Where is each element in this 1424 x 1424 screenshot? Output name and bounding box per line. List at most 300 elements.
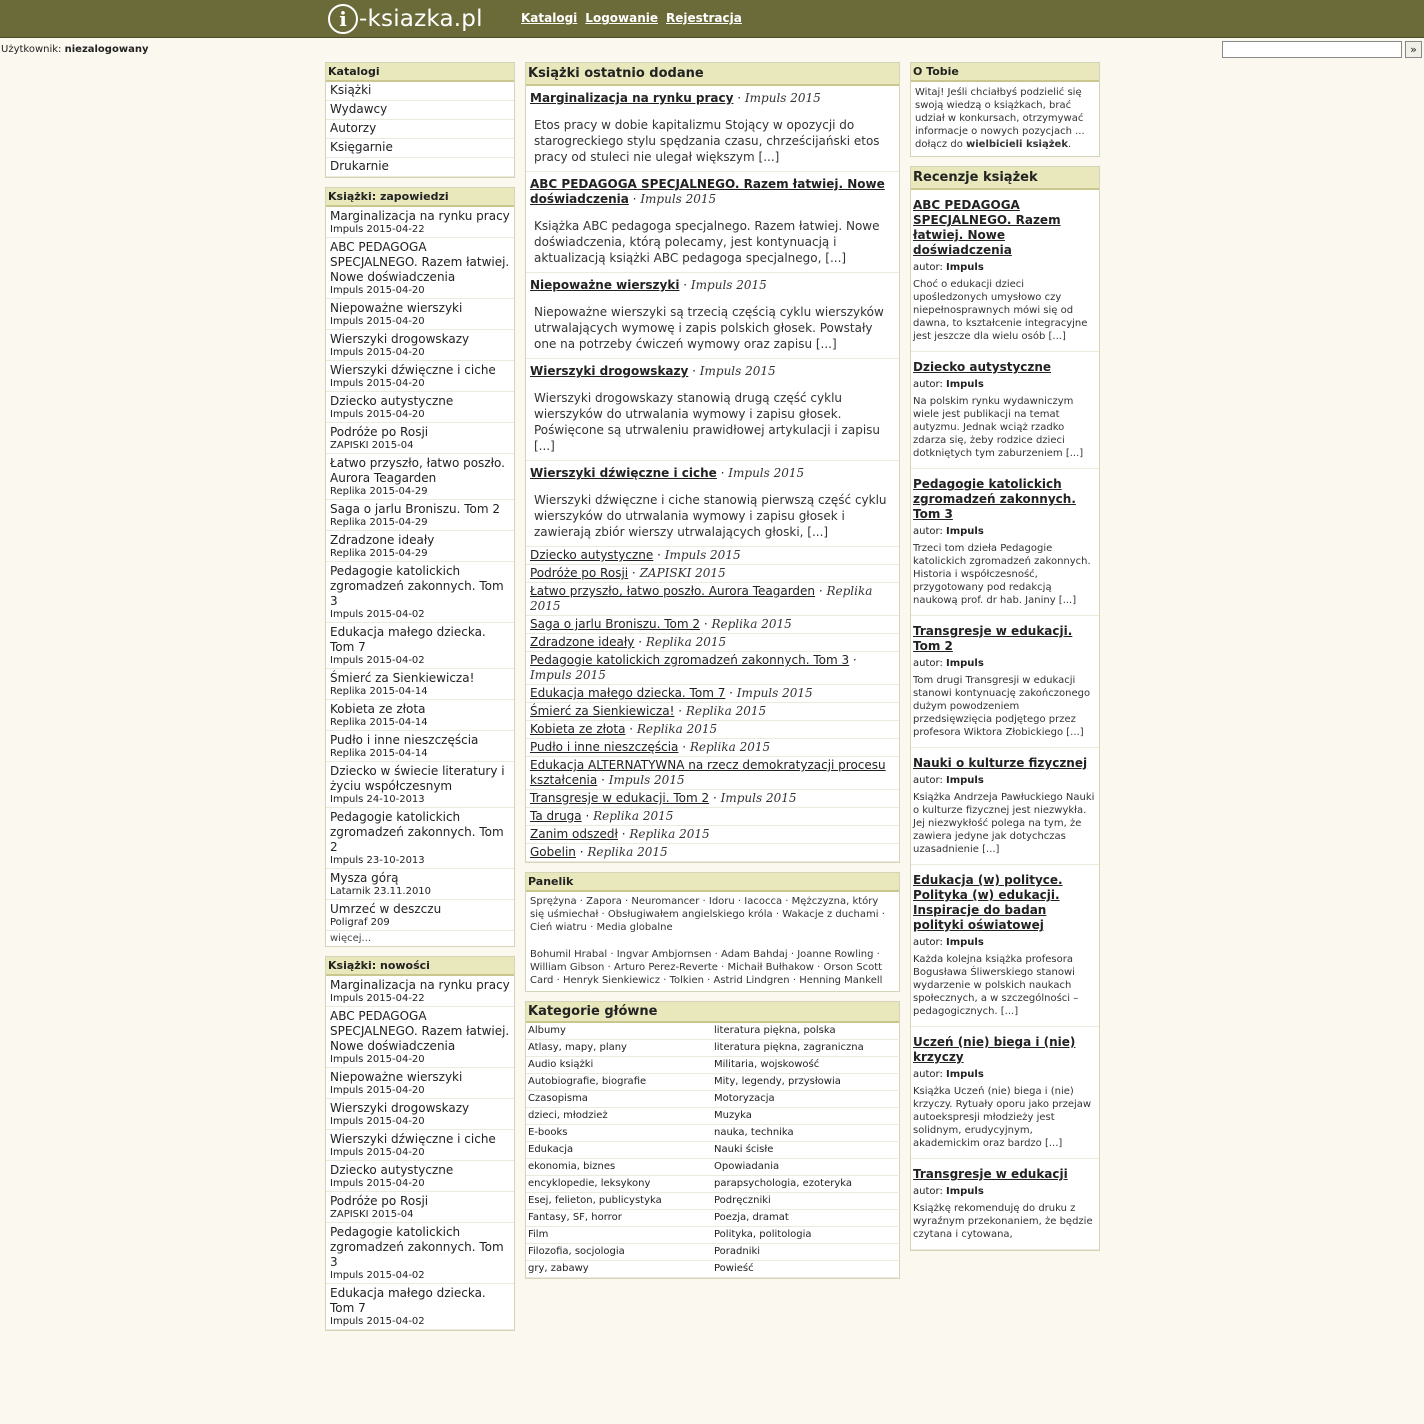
book-meta: Impuls 2015-04-22 [330,993,425,1004]
featured-heading: ABC PEDAGOGA SPECJALNEGO. Razem łatwiej. Nowe doświadczenia · Impuls 2015 [530,177,885,206]
review-item [911,469,1099,616]
recent-publisher: Impuls 2015 [736,686,813,700]
book-meta: Impuls 2015-04-20 [330,1178,425,1189]
book-item[interactable] [326,1192,514,1223]
book-title[interactable]: Marginalizacja na rynku pracy [330,209,510,223]
review-text: Tom drugi Transgresji w edukacji stanowi kontynuację zakończonego dużym powodzeniem przedsięwzięcia podjętego przez profesora Wiktora Złobickiego [...] [913,675,1091,738]
category-link[interactable]: literatura piękna, zagraniczna [712,1040,898,1057]
book-item[interactable] [326,531,514,562]
recent-publisher: Impuls 2015 [664,548,741,562]
review-heading [913,198,1097,258]
nav-rejestracja[interactable]: Rejestracja [666,11,742,25]
book-title[interactable]: Mysza górą [330,871,399,885]
about-link[interactable]: wielbicieli książek [966,139,1068,150]
book-meta: Impuls 2015-04-20 [330,378,425,389]
recent-publisher: Replika 2015 [685,704,767,718]
panel-titles: Sprężyna · Zapora · Neuromancer · Idoru · Iacocca · Mężczyzna, który się uśmiechał · Obsługiwałem angielskiego króla · Wakacje z duchami · Cień wiatru · Media globalne [530,896,885,933]
book-item[interactable] [326,238,514,299]
recent-title-link[interactable]: Pudło i inne nieszczęścia [530,740,679,754]
book-meta: Impuls 2015-04-02 [330,1270,425,1281]
announced-title: Książki: zapowiedzi [326,188,514,207]
book-meta: ZAPISKI 2015-04 [330,1209,414,1220]
category-link[interactable]: Polityka, politologia [712,1227,898,1244]
panel-authors: Bohumil Hrabal · Ingvar Ambjornsen · Adam Bahdaj · Joanne Rowling · William Gibson · Arturo Perez-Reverte · Michaił Bułhakow · Orson Scott Card · Henryk Sienkiewicz · Tolkien · Astrid Lindgren · Henning Mankell [530,949,883,986]
recent-book: Zanim odszedł · Replika 2015 [526,826,899,844]
author-name: Impuls [946,1186,984,1197]
category-link[interactable]: Edukacja [526,1142,712,1159]
category-link[interactable]: Powieść [712,1261,898,1278]
author-label: autor: [913,658,943,669]
review-author [913,1186,1097,1197]
category-link[interactable]: Autobiografie, biografie [526,1074,712,1091]
announced-box [325,187,515,947]
panel-link[interactable]: Iacocca [744,896,783,907]
book-item[interactable] [326,562,514,623]
book-title[interactable]: ABC PEDAGOGA SPECJALNEGO. Razem łatwiej. Nowe doświadczenia [330,1009,510,1053]
about-text: Witaj! Jeśli chciałbyś podzielić się swoją wiedzą o książkach, brać udział w konkursach, otrzymywać informacje o nowych pozycjach ... dołącz do wielbicieli książek. [915,87,1085,150]
panel-link[interactable]: Astrid Lindgren [713,975,790,986]
review-title-link[interactable]: Edukacja (w) polityce. Polityka (w) edukacji. Inspiracje do badan polityki oświatowej [913,873,1063,932]
author-label: autor: [913,1069,943,1080]
catalog-item[interactable]: Wydawcy [326,101,514,120]
new-books-list [326,976,514,1330]
book-meta: Latarnik 23.11.2010 [330,886,432,897]
book-item[interactable] [326,976,514,1007]
category-link[interactable]: Poradniki [712,1244,898,1261]
category-link[interactable]: Fantasy, SF, horror [526,1210,712,1227]
review-heading [913,360,1097,375]
book-meta: Impuls 2015-04-20 [330,409,425,420]
nav-katalogi[interactable]: Katalogi [521,11,578,25]
catalog-item[interactable]: Księgarnie [326,139,514,158]
recent-title-link[interactable]: Zanim odszedł [530,827,618,841]
recent-book: Zdradzone ideały · Replika 2015 [526,634,899,652]
book-item[interactable] [326,808,514,869]
book-title[interactable]: Saga o jarlu Broniszu. Tom 2 [330,502,501,516]
author-label: autor: [913,937,943,948]
category-link[interactable]: Audio książki [526,1057,712,1074]
catalog-item[interactable]: Książki [326,82,514,101]
right-column [910,62,1100,1260]
book-meta: Impuls 2015-04-02 [330,1316,425,1327]
book-meta: Impuls 2015-04-20 [330,1054,425,1065]
panel-title: Panelik [526,873,899,892]
book-item[interactable] [326,1068,514,1099]
book-meta: Replika 2015-04-14 [330,686,428,697]
review-title-link[interactable]: Pedagogie katolickich zgromadzeń zakonnych. Tom 3 [913,477,1076,521]
user-label: Użytkownik: [1,44,62,55]
logo-text: -ksiazka.pl [359,6,483,32]
review-title-link[interactable]: Dziecko autystyczne [913,360,1052,374]
category-link[interactable]: E-books [526,1125,712,1142]
featured-description: Wierszyki drogowskazy stanowią drugą część cyklu wierszyków do utrwalania wymowy i zapisu głosek. Poświęcone są utrwaleniu prawidłowej artykulacji i zapisu [...] [534,391,881,453]
book-item[interactable] [326,623,514,669]
reviews-title: Recenzje książek [911,167,1099,190]
book-item[interactable] [326,1099,514,1130]
author-name: Impuls [946,526,984,537]
book-title[interactable]: Pudło i inne nieszczęścia [330,733,479,747]
book-meta: Impuls 2015-04-02 [330,655,425,666]
book-item[interactable] [326,207,514,238]
review-title-link[interactable]: Transgresje w edukacji. Tom 2 [913,624,1073,653]
category-link[interactable]: Podręczniki [712,1193,898,1210]
review-item [911,1159,1099,1250]
category-link[interactable]: Militaria, wojskowość [712,1057,898,1074]
recent-title-link[interactable]: Dziecko autystyczne [530,548,654,562]
recent-publisher: ZAPISKI 2015 [639,566,726,580]
search-button[interactable]: » [1405,41,1422,58]
recent-title-link[interactable]: Transgresje w edukacji. Tom 2 [530,791,710,805]
recent-book: Transgresje w edukacji. Tom 2 · Impuls 2015 [526,790,899,808]
book-item[interactable] [326,1284,514,1330]
review-text: Książka Uczeń (nie) biega i (nie) krzyczy. Rytuały oporu jako przejaw autoekspresji młodzieży jest solidnym, erudycyjnym, akademickim oraz bardzo [...] [913,1086,1092,1149]
author-label: autor: [913,1186,943,1197]
category-link[interactable]: Muzyka [712,1108,898,1125]
review-heading [913,873,1097,933]
recent-title: Książki ostatnio dodane [526,63,899,86]
review-author [913,526,1097,537]
featured-heading: Wierszyki drogowskazy · Impuls 2015 [530,364,776,378]
book-title[interactable]: Dziecko w świecie literatury i życiu współczesnym [330,764,505,793]
book-meta: Replika 2015-04-14 [330,717,428,728]
book-meta: Impuls 2015-04-20 [330,316,425,327]
book-meta: Impuls 2015-04-22 [330,224,425,235]
recent-publisher: Replika 2015 [587,845,668,859]
review-text: Trzeci tom dzieła Pedagogie katolickich zgromadzeń zakonnych. Historia i współczesność, przygotowany pod redakcją naukową prof. dr hab. Janiny [...] [913,543,1091,606]
category-link[interactable]: Motoryzacja [712,1091,898,1108]
panel-box [525,872,900,992]
book-title[interactable]: Umrzeć w deszczu [330,902,442,916]
recent-publisher: Impuls 2015 [720,791,797,805]
author-label: autor: [913,526,943,537]
featured-description: Niepoważne wierszyki są trzecią częścią cyklu wierszyków utrwalających wymowę i zapis polskich głosek. Powstały one na potrzeby ćwiczeń wymowy oraz zapisu [...] [534,305,884,351]
panel-link[interactable]: Ingvar Ambjornsen [616,949,712,960]
book-item[interactable] [326,731,514,762]
recent-title-link[interactable]: Saga o jarlu Broniszu. Tom 2 [530,617,701,631]
book-title[interactable]: Podróże po Rosji [330,425,429,439]
review-author [913,1069,1097,1080]
featured-book [526,172,899,273]
book-item[interactable] [326,330,514,361]
review-item [911,190,1099,352]
recent-publisher: Replika 2015 [530,584,873,613]
catalogs-box [325,62,515,178]
panel-link[interactable]: Adam Bahdaj [721,949,788,960]
recent-title-link[interactable]: Podróże po Rosji [530,566,629,580]
category-link[interactable]: dzieci, młodzież [526,1108,712,1125]
recent-publisher: Replika 2015 [645,635,727,649]
categories-grid [526,1023,899,1278]
review-item [911,748,1099,865]
book-item[interactable] [326,869,514,900]
nav-logowanie[interactable]: Logowanie [585,11,658,25]
review-heading [913,477,1097,522]
category-link[interactable]: Poezja, dramat [712,1210,898,1227]
categories-box [525,1001,900,1279]
panel-link[interactable]: Wakacje z duchami [782,909,879,920]
panel-link[interactable]: Orson Scott Card [530,962,883,986]
book-item[interactable] [326,669,514,700]
recent-publisher: Replika 2015 [629,827,710,841]
recent-title-link[interactable]: Pedagogie katolickich zgromadzeń zakonnych. Tom 3 [530,653,850,667]
catalogs-title: Katalogi [326,63,514,82]
recent-title-link[interactable]: Edukacja ALTERNATYWNA na rzecz demokratyzacji procesu kształcenia [530,758,886,787]
book-meta: Replika 2015-04-29 [330,548,428,559]
featured-book [526,86,899,172]
panel-link[interactable]: Media globalne [596,922,673,933]
info-icon: i [328,4,358,34]
featured-publisher: Impuls 2015 [640,192,717,206]
recent-book: Edukacja ALTERNATYWNA na rzecz demokratyzacji procesu kształcenia · Impuls 2015 [526,757,899,790]
author-name: Impuls [946,937,984,948]
book-meta: Impuls 24-10-2013 [330,794,425,805]
panel-link[interactable]: Idoru [708,896,735,907]
recent-publisher: Impuls 2015 [530,668,606,682]
book-meta: ZAPISKI 2015-04 [330,440,414,451]
recent-title-link[interactable]: Kobieta ze złota [530,722,626,736]
book-title[interactable]: Zdradzone ideały [330,533,435,547]
book-item[interactable] [326,423,514,454]
panel-link[interactable]: Sprężyna [530,896,577,907]
book-title[interactable]: Podróże po Rosji [330,1194,429,1208]
panel-link[interactable]: Neuromancer [631,896,700,907]
category-link[interactable]: Atlasy, mapy, plany [526,1040,712,1057]
book-item[interactable] [326,1130,514,1161]
catalogs-list [326,82,514,177]
category-link[interactable]: parapsychologia, ezoteryka [712,1176,898,1193]
catalog-item[interactable]: Autorzy [326,120,514,139]
book-meta: Impuls 2015-04-20 [330,285,425,296]
panel-link[interactable]: Henning Mankell [799,975,883,986]
author-label: autor: [913,379,943,390]
recent-book: Śmierć za Sienkiewicza! · Replika 2015 [526,703,899,721]
featured-title-link[interactable]: Wierszyki dźwięczne i ciche [530,466,717,480]
recent-book: Dziecko autystyczne · Impuls 2015 [526,547,899,565]
recent-book: Kobieta ze złota · Replika 2015 [526,721,899,739]
categories-title: Kategorie główne [526,1002,899,1023]
featured-heading: Wierszyki dźwięczne i ciche · Impuls 2015 [530,466,805,480]
featured-title-link[interactable]: Niepoważne wierszyki [530,278,680,292]
review-text: Każda kolejna książka profesora Bogusława Śliwerskiego stanowi wydarzenie w polskich naukach społecznych, a w szczególności – pedagogicznych. [...] [913,954,1079,1017]
book-item[interactable] [326,1007,514,1068]
announced-list [326,207,514,931]
review-text: Na polskim rynku wydawniczym wiele jest publikacji na temat autyzmu. Jednak wciąż rzadko zdarza się, żeby rodzice dzieci dotkniętych tym zaburzeniem [...] [913,396,1084,459]
category-link[interactable]: Nauki ścisłe [712,1142,898,1159]
recent-publisher: Replika 2015 [636,722,718,736]
book-title[interactable]: Marginalizacja na rynku pracy [330,978,510,992]
category-link[interactable]: Film [526,1227,712,1244]
book-item[interactable] [326,500,514,531]
author-label: autor: [913,775,943,786]
book-title[interactable]: Dziecko autystyczne [330,394,454,408]
book-meta: Impuls 2015-04-20 [330,1147,425,1158]
book-title[interactable]: Niepoważne wierszyki [330,301,463,315]
recent-book: Pudło i inne nieszczęścia · Replika 2015 [526,739,899,757]
review-title-link[interactable]: ABC PEDAGOGA SPECJALNEGO. Razem łatwiej. Nowe doświadczenia [913,198,1061,257]
recent-book: Pedagogie katolickich zgromadzeń zakonnych. Tom 3 · Impuls 2015 [526,652,899,685]
book-item[interactable] [326,1161,514,1192]
book-item[interactable] [326,900,514,931]
featured-description: Książka ABC pedagoga specjalnego. Razem łatwiej. Nowe doświadczenia, którą polecamy, jest kontynuacją i aktualizacją książki ABC pedagoga specjalnego, [...] [534,219,880,265]
panel-link[interactable]: Mężczyzna, który się uśmiechał [530,896,879,920]
category-link[interactable]: ekonomia, biznes [526,1159,712,1176]
about-title: O Tobie [911,63,1099,82]
book-title[interactable]: Kobieta ze złota [330,702,426,716]
recent-title-link[interactable]: Zdradzone ideały [530,635,635,649]
recent-box [525,62,900,863]
panel-link[interactable]: Tolkien [669,975,704,986]
featured-title-link[interactable]: Marginalizacja na rynku pracy [530,91,734,105]
panel-link[interactable]: Obsługiwałem angielskiego króla [607,909,773,920]
featured-title-link[interactable]: Wierszyki drogowskazy [530,364,689,378]
recent-title-link[interactable]: Śmierć za Sienkiewicza! [530,704,675,718]
catalog-item[interactable]: Drukarnie [326,158,514,177]
review-title-link[interactable]: Transgresje w edukacji [913,1167,1068,1181]
author-name: Impuls [946,658,984,669]
review-item [911,865,1099,1027]
recent-book: Gobelin · Replika 2015 [526,844,899,862]
review-text: Choć o edukacji dzieci upośledzonych umysłowo czy niepełnosprawnych mówi się od dawna, to kształcenie integracyjne jest jeszcze dla wielu osób [...] [913,279,1088,342]
author-name: Impuls [946,775,984,786]
featured-book [526,273,899,359]
featured-publisher: Impuls 2015 [699,364,776,378]
category-link[interactable]: literatura piękna, polska [712,1023,898,1040]
recent-publisher: Replika 2015 [593,809,674,823]
recent-title-link[interactable]: Gobelin [530,845,576,859]
book-meta: Replika 2015-04-29 [330,486,428,497]
book-title[interactable]: Wierszyki drogowskazy [330,1101,470,1115]
search-input[interactable] [1222,41,1402,58]
book-title[interactable]: Dziecko autystyczne [330,1163,454,1177]
featured-book [526,461,899,547]
more-link[interactable]: więcej... [330,933,372,944]
book-meta: Poligraf 209 [330,917,390,928]
panel-link[interactable]: William Gibson [530,962,605,973]
book-meta: Impuls 2015-04-20 [330,1085,425,1096]
author-label: autor: [913,262,943,273]
review-item [911,616,1099,748]
featured-book [526,359,899,461]
featured-description: Etos pracy w dobie kapitalizmu Stojący w opozycji do starogreckiego stylu spędzania czasu, chrześcijański etos pracy od stuleci nie ulegał większym [...] [534,118,880,164]
book-title[interactable]: Łatwo przyszło, łatwo poszło. Aurora Teagarden [330,456,505,485]
review-title-link[interactable]: Uczeń (nie) biega i (nie) krzyczy [913,1035,1076,1064]
user-status [1,44,148,55]
book-meta: Impuls 2015-04-20 [330,347,425,358]
category-link[interactable]: encyklopedie, leksykony [526,1176,712,1193]
category-link[interactable]: Mity, legendy, przysłowia [712,1074,898,1091]
recent-title-link[interactable]: Ta druga [530,809,582,823]
review-item [911,1027,1099,1159]
book-title[interactable]: Edukacja małego dziecka. Tom 7 [330,625,486,654]
author-name: Impuls [946,379,984,390]
featured-description: Wierszyki dźwięczne i ciche stanowią pierwszą część cyklu wierszyków do utrwalania wymowy i zapisu głosek i zawierają zbiór wierszy utrwalających głoski, [...] [534,493,887,539]
panel-link[interactable]: Bohumil Hrabal [530,949,608,960]
review-text: Książkę rekomenduję do druku z wyraźnym przekonaniem, że będzie czytana i cytowana, [913,1203,1093,1240]
review-heading [913,1167,1097,1182]
book-meta: Impuls 2015-04-20 [330,1116,425,1127]
category-link[interactable]: Esej, felieton, publicystyka [526,1193,712,1210]
book-title[interactable]: Pedagogie katolickich zgromadzeń zakonnych. Tom 2 [330,810,504,854]
site-logo[interactable] [328,3,483,35]
panel-link[interactable]: Arturo Perez-Reverte [613,962,718,973]
panel-link[interactable]: Henryk Sienkiewicz [562,975,661,986]
review-heading [913,624,1097,654]
category-link[interactable]: nauka, technika [712,1125,898,1142]
review-title-link[interactable]: Nauki o kulturze fizycznej [913,756,1088,770]
book-item[interactable] [326,361,514,392]
panel-link[interactable]: Michaił Bułhakow [727,962,814,973]
featured-title-link[interactable]: ABC PEDAGOGA SPECJALNEGO. Razem łatwiej. Nowe doświadczenia [530,177,885,206]
category-link[interactable]: gry, zabawy [526,1261,712,1278]
book-meta: Impuls 23-10-2013 [330,855,425,866]
book-title[interactable]: Wierszyki drogowskazy [330,332,470,346]
book-item[interactable] [326,700,514,731]
review-author [913,937,1097,948]
featured-publisher: Impuls 2015 [744,91,821,105]
recent-book: Ta druga · Replika 2015 [526,808,899,826]
panel-link[interactable]: Joanne Rowling [797,949,874,960]
recent-publisher: Impuls 2015 [608,773,685,787]
book-title[interactable]: Wierszyki dźwięczne i ciche [330,363,496,377]
category-link[interactable]: Czasopisma [526,1091,712,1108]
new-books-box [325,956,515,1331]
book-title[interactable]: ABC PEDAGOGA SPECJALNEGO. Razem łatwiej. Nowe doświadczenia [330,240,510,284]
reviews-box [910,166,1100,1251]
panel-link[interactable]: Zapora [586,896,622,907]
new-books-title: Książki: nowości [326,957,514,976]
book-title[interactable]: Pedagogie katolickich zgromadzeń zakonnych. Tom 3 [330,1225,504,1269]
center-column [525,62,900,1288]
category-link[interactable]: Filozofia, socjologia [526,1244,712,1261]
featured-publisher: Impuls 2015 [728,466,805,480]
recent-book: Łatwo przyszło, łatwo poszło. Aurora Teagarden · Replika 2015 [526,583,899,616]
book-meta: Replika 2015-04-29 [330,517,428,528]
book-item[interactable] [326,392,514,423]
category-link[interactable]: Opowiadania [712,1159,898,1176]
book-item[interactable] [326,1223,514,1284]
book-item[interactable] [326,299,514,330]
featured-publisher: Impuls 2015 [690,278,767,292]
book-title[interactable]: Śmierć za Sienkiewicza! [330,671,475,685]
user-value: niezalogowany [64,44,149,55]
review-item [911,352,1099,469]
featured-list [526,86,899,547]
recent-list [526,547,899,862]
recent-title-link[interactable]: Łatwo przyszło, łatwo poszło. Aurora Teagarden [530,584,816,598]
book-item[interactable] [326,454,514,500]
book-title[interactable]: Edukacja małego dziecka. Tom 7 [330,1286,486,1315]
review-author [913,379,1097,390]
featured-heading: Niepoważne wierszyki · Impuls 2015 [530,278,767,292]
left-column [325,62,515,1340]
book-item[interactable] [326,762,514,808]
review-text: Książka Andrzeja Pawłuckiego Nauki o kulturze fizycznej jest niezwykła. Jej niezwykłość polega na tym, że zawiera jedyne jak dotychczas uzasadnienie [...] [913,792,1095,855]
top-bar [0,0,1424,38]
book-title[interactable]: Niepoważne wierszyki [330,1070,463,1084]
review-heading [913,1035,1097,1065]
book-title[interactable]: Pedagogie katolickich zgromadzeń zakonnych. Tom 3 [330,564,504,608]
panel-link[interactable]: Cień wiatru [530,922,587,933]
reviews-list [911,190,1099,1250]
author-name: Impuls [946,262,984,273]
recent-title-link[interactable]: Edukacja małego dziecka. Tom 7 [530,686,726,700]
recent-publisher: Replika 2015 [689,740,771,754]
book-meta: Impuls 2015-04-02 [330,609,425,620]
author-name: Impuls [946,1069,984,1080]
top-nav [521,11,742,25]
book-title[interactable]: Wierszyki dźwięczne i ciche [330,1132,496,1146]
category-link[interactable]: Albumy [526,1023,712,1040]
